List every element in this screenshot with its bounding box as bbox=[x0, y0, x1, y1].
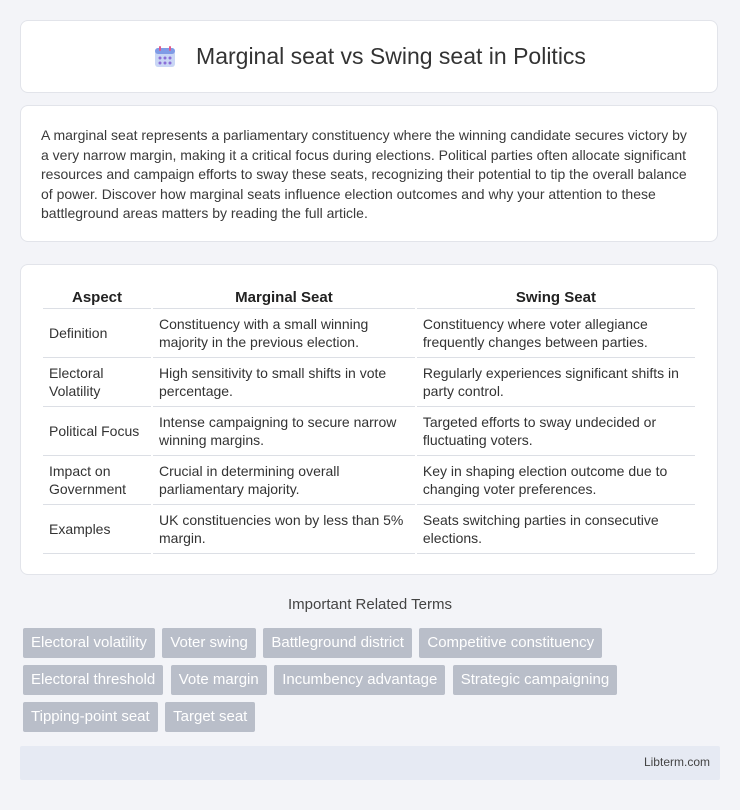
table-row bbox=[43, 505, 695, 554]
related-terms-heading: Important Related Terms bbox=[288, 596, 452, 613]
comparison-card bbox=[20, 264, 718, 575]
intro-card bbox=[20, 105, 718, 242]
related-term-tag[interactable]: Electoral threshold bbox=[23, 665, 163, 695]
header-card bbox=[20, 20, 718, 93]
related-term-tag[interactable]: Electoral volatility bbox=[23, 628, 155, 658]
related-term-tag[interactable]: Competitive constituency bbox=[419, 628, 602, 658]
related-term-tag[interactable]: Target seat bbox=[165, 702, 255, 732]
table-cell: Constituency with a small winning majority in the previous election. bbox=[153, 309, 415, 358]
table-cell: Electoral Volatility bbox=[43, 358, 151, 407]
table-cell: Intense campaigning to secure narrow winning margins. bbox=[153, 407, 415, 456]
table-cell: UK constituencies won by less than 5% margin. bbox=[153, 505, 415, 554]
footer-site-link[interactable]: Libterm.com bbox=[643, 755, 710, 769]
intro-text: A marginal seat represents a parliamentary constituency where the winning candidate secures victory by a very narrow margin, making it a critical focus during elections. Political parties often allocate significant resources and campaign efforts to sway these seats, recognizing their potential to tip the overall balance of power. Discover how marginal seats influence election outcomes and why your attention to these battleground areas matters by reading the full article. bbox=[41, 127, 687, 221]
page-title: Marginal seat vs Swing seat in Politics bbox=[196, 43, 586, 69]
table-cell: Impact on Government bbox=[43, 456, 151, 505]
table-cell: Definition bbox=[43, 309, 151, 358]
table-row bbox=[43, 456, 695, 505]
related-term-tag[interactable]: Incumbency advantage bbox=[274, 665, 445, 695]
table-row bbox=[43, 407, 695, 456]
related-term-tag[interactable]: Strategic campaigning bbox=[453, 665, 617, 695]
table-cell: Political Focus bbox=[43, 407, 151, 456]
calendar-icon bbox=[152, 44, 178, 70]
column-header: Marginal Seat bbox=[153, 287, 415, 309]
table-cell: Examples bbox=[43, 505, 151, 554]
table-header-row bbox=[43, 287, 695, 309]
table-row bbox=[43, 309, 695, 358]
table-cell: Regularly experiences significant shifts in party control. bbox=[417, 358, 695, 407]
related-term-tag[interactable]: Tipping-point seat bbox=[23, 702, 158, 732]
table-cell: Seats switching parties in consecutive elections. bbox=[417, 505, 695, 554]
footer bbox=[20, 746, 720, 780]
related-term-tag[interactable]: Voter swing bbox=[162, 628, 256, 658]
column-header: Aspect bbox=[43, 287, 151, 309]
related-term-tag[interactable]: Vote margin bbox=[171, 665, 267, 695]
column-header: Swing Seat bbox=[417, 287, 695, 309]
comparison-table bbox=[41, 287, 697, 554]
table-cell: Constituency where voter allegiance frequently changes between parties. bbox=[417, 309, 695, 358]
table-cell: Key in shaping election outcome due to changing voter preferences. bbox=[417, 456, 695, 505]
table-cell: High sensitivity to small shifts in vote percentage. bbox=[153, 358, 415, 407]
table-cell: Targeted efforts to sway undecided or fluctuating voters. bbox=[417, 407, 695, 456]
related-term-tag[interactable]: Battleground district bbox=[263, 628, 412, 658]
table-row bbox=[43, 358, 695, 407]
related-terms-list bbox=[23, 628, 723, 739]
table-cell: Crucial in determining overall parliamentary majority. bbox=[153, 456, 415, 505]
